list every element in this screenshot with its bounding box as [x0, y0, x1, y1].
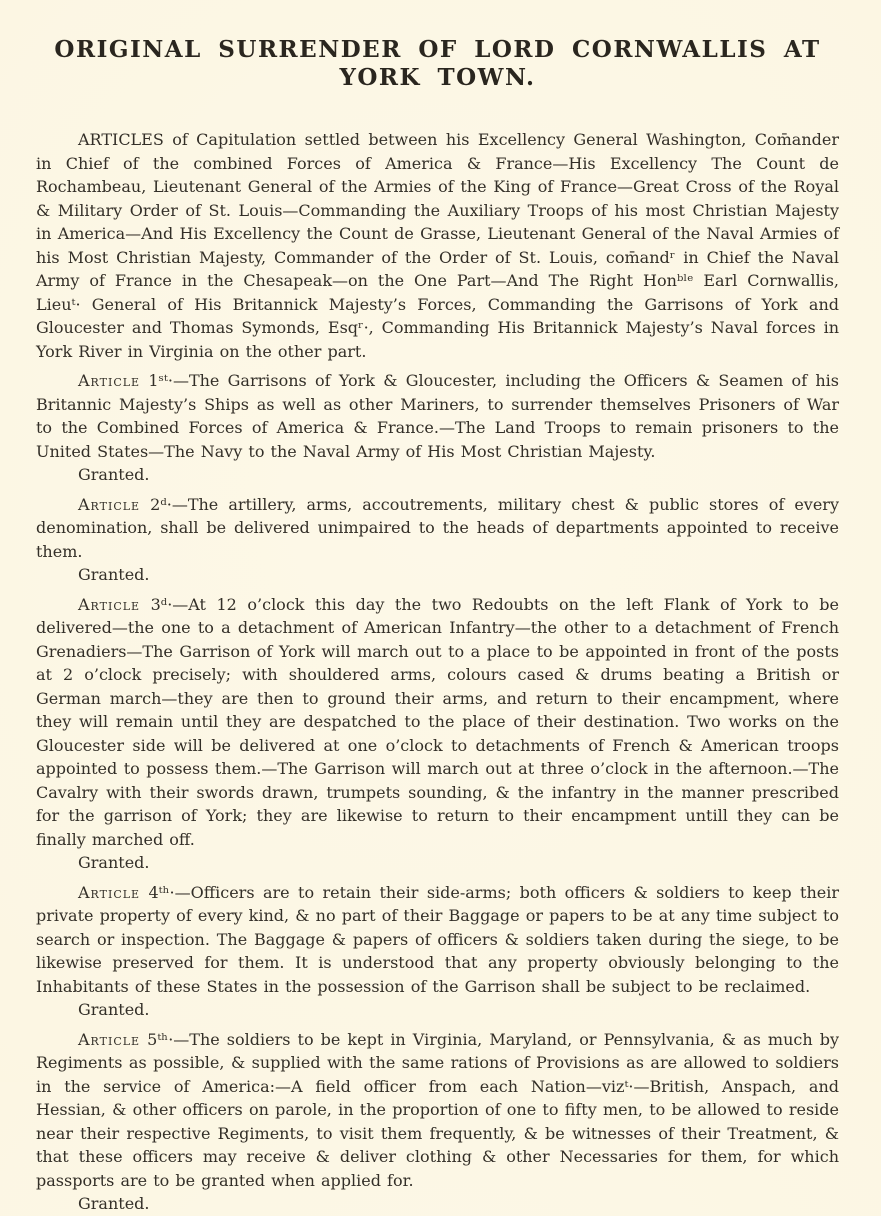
- article-1-response: Granted.: [78, 465, 150, 484]
- article-2-label: Article: [78, 494, 141, 514]
- article-3-response: Granted.: [78, 853, 150, 872]
- article-3-paragraph: [36, 593, 839, 852]
- article-2-response: Granted.: [78, 565, 150, 584]
- article-1-label: Article: [78, 371, 141, 390]
- article-2-paragraph: [36, 493, 839, 564]
- article-1-ordinal: 1ˢᵗ·: [148, 371, 173, 390]
- article-4-label: Article: [78, 882, 141, 902]
- article-3-body: —At 12 o’clock this day the two Redoubts on the left Flank of York to be delivered—the one to a detachment of American Infantry—the other to a detachment of French Grenadiers—The Garrison of York will march out to a place to be appointed in front of the posts at 2 o’clock precisely; with shouldered arms, colours cased & drums beating a British or German march—they are then to ground their arms, and return to their encampment, where they will remain until they are despatched to the place of their destination. Two works on the Gloucester side will be delivered at one o’clock to detachments of French & American troops appointed to possess them.—The Garrison will march out at three o’clock in the afternoon.—The Cavalry with their swords drawn, trumpets sounding, & the infantry in the manner prescribed for the garrison of York; they are likewise to return to their encampment untill they can be finally marched off.: [36, 594, 840, 849]
- article-4-response: Granted.: [78, 1000, 150, 1019]
- article-4-paragraph: [36, 881, 839, 999]
- article-1-body: —The Garrisons of York & Gloucester, including the Officers & Seamen of his Britannic Majesty’s Ships as well as other Mariners, to surrender themselves Prisoners of War to the Combined Forces of America & France.—The Land Troops to remain prisoners to the United States—The Navy to the Naval Army of His Most Christian Majesty.: [36, 371, 840, 461]
- article-2-ordinal: 2ᵈ·: [150, 494, 172, 514]
- article-1-paragraph: [36, 369, 839, 463]
- article-5-response: Granted.: [78, 1194, 150, 1213]
- article-4-ordinal: 4ᵗʰ·: [148, 882, 175, 902]
- article-3-label: Article: [78, 594, 141, 614]
- preamble-paragraph: ARTICLES of Capitulation settled between his Excellency General Washington, Com̄ander in Chief of the combined Forces of America & France—His Excellency The Count de Rochambeau, Lieutenant General of the Armies of the King of France—Great Cross of the Royal & Military Order of St. Louis—Commanding the Auxiliary Troops of his most Christian Majesty in America—And His Excellency the Count de Grasse, Lieutenant General of the Naval Armies of his Most Christian Majesty, Commander of the Order of St. Louis, com̄andʳ in Chief the Naval Army of France in the Chesapeak—on the One Part—And The Right Honᵇˡᵉ Earl Cornwallis, Lieuᵗ· General of His Britannick Majesty’s Forces, Commanding the Garrisons of York and Gloucester and Thomas Symonds, Esqʳ·, Commanding His Britannick Majesty’s Naval forces in York River in Virginia on the other part.: [36, 130, 839, 361]
- article-5-ordinal: 5ᵗʰ·: [147, 1029, 174, 1049]
- article-4-body: —Officers are to retain their side-arms; both officers & soldiers to keep their private property of every kind, & no part of their Baggage or papers to be at any time subject to search or inspection. The Baggage & papers of officers & soldiers taken during the siege, to be likewise preserved for them. It is understood that any property obviously belonging to the Inhabitants of these States in the possession of the Garrison shall be subject to be reclaimed.: [36, 882, 839, 996]
- article-5-label: Article: [78, 1029, 141, 1049]
- article-2-body: —The artillery, arms, accoutrements, military chest & public stores of every denomination, shall be delivered unimpaired to the heads of departments appointed to receive them.: [36, 494, 839, 561]
- document-title: ORIGINAL SURRENDER OF LORD CORNWALLIS AT YORK TOWN.: [54, 36, 821, 91]
- article-5-paragraph: [36, 1028, 839, 1193]
- article-3-ordinal: 3ᵈ·: [150, 594, 173, 614]
- article-5-body: —The soldiers to be kept in Virginia, Maryland, or Pennsylvania, & as much by Regiments as possible, & supplied with the same rations of Provisions as are allowed to soldiers in the service of America:—A field officer from each Nation—vizᵗ·—British, Anspach, and Hessian, & other officers on parole, in the proportion of one to fifty men, to be allowed to reside near their respective Regiments, to visit them frequently, & be witnesses of their Treatment, & that these officers may receive & deliver clothing & other Necessaries for them, for which passports are to be granted when applied for.: [36, 1029, 840, 1190]
